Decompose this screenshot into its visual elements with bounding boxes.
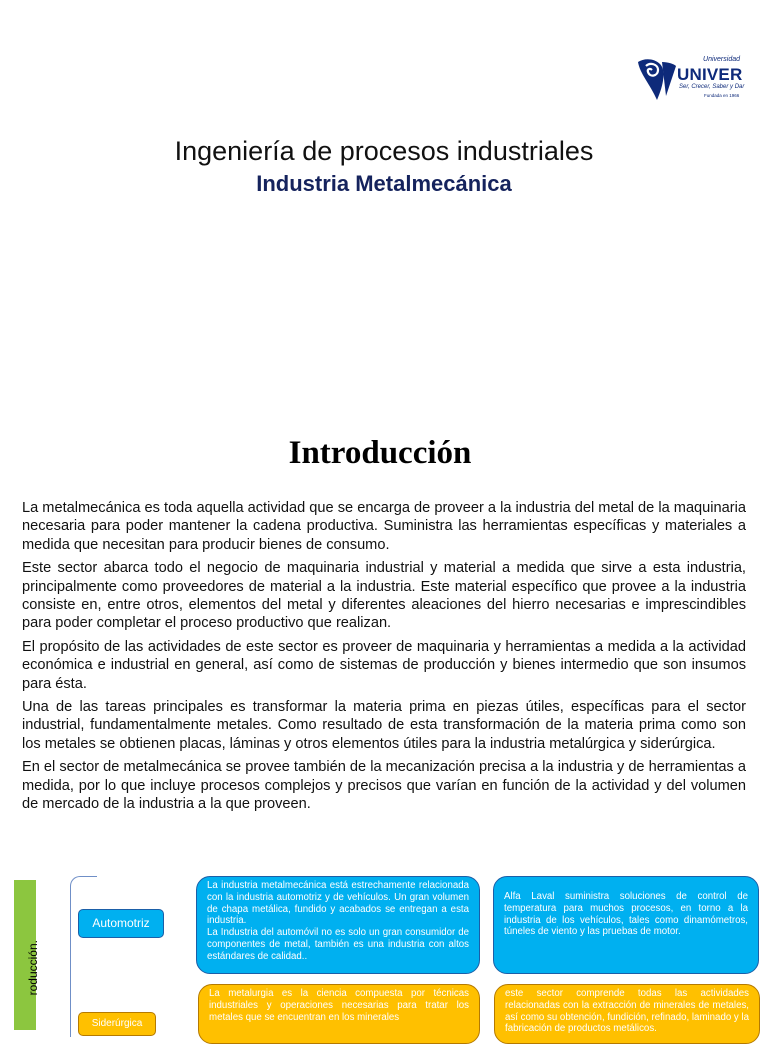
section-heading: Introducción xyxy=(288,435,472,471)
page-title: Ingeniería de procesos industriales xyxy=(174,136,594,166)
logo-university-label: Universidad xyxy=(703,56,740,63)
intro-paragraph: Este sector abarca todo el negocio de maquinaria industrial y material a medida que sirve a esta industria, principalmente como proveedores de material a la industria. Este material específico que provee a la industria consiste en, entre otros, elementos del metal y diferentes aleaciones del hierro necesarias e imprescindibles para poder completar el proceso productivo que realizan. xyxy=(22,560,746,632)
logo-founded: Fundada en 1966 xyxy=(704,93,740,98)
diagram-side-label: roducción. xyxy=(26,940,40,996)
description-box xyxy=(198,984,480,1044)
logo-tagline: Ser, Crecer, Saber y Dar xyxy=(679,84,745,90)
description-box xyxy=(196,876,480,974)
industry-diagram xyxy=(0,860,768,1035)
intro-paragraph: En el sector de metalmecánica se provee también de la mecanización precisa a la industria y de herramientas a medida, por lo que incluye procesos complejos y precisos que varían en función de la actividad y del volumen de mercado de la industria a la que proveen. xyxy=(22,759,746,813)
intro-body xyxy=(22,499,746,819)
description-text: este sector comprende todas las actividades relacionadas con la extracción de minerales de metales, así como su obtención, fundición, refinado, laminado y la fabricación de productos metálicos. xyxy=(505,988,749,1035)
description-box xyxy=(493,876,759,974)
diagram-side-bar xyxy=(14,880,40,1030)
node-siderurgica: Siderúrgica xyxy=(78,1012,156,1036)
intro-paragraph: Una de las tareas principales es transformar la materia prima en piezas útiles, específicas para el sector industrial, fundamentalmente metales. Como resultado de esta transformación de la materia prima como son los metales se obtienen placas, láminas y otros elementos útiles para la industria metalúrgica y siderúrgica. xyxy=(22,699,746,752)
description-text: Alfa Laval suministra soluciones de control de temperatura para muchos procesos, en torno a la industria de los vehículos, tales como dinamómetros, túneles de viento y las pruebas de motor. xyxy=(504,891,748,938)
description-text: La industria metalmecánica está estrechamente relacionada con la industria automotriz y de vehículos. Un gran volumen de chapa metálica, fundido y acabados se entregan a esta industria. La Industria del automóvil no es solo un gran consumidor de componentes de metal, también es una industria con altos estándares de calidad.. xyxy=(207,880,469,962)
node-automotriz: Automotriz xyxy=(78,909,164,938)
intro-paragraph: La metalmecánica es toda aquella actividad que se encarga de proveer a la industria del metal de la maquinaria necesaria para poder mantener la cadena productiva. Suministra las herramientas específicas y materiales a medida que necesitan para producir bienes de consumo. xyxy=(22,500,746,553)
page-subtitle: Industria Metalmecánica xyxy=(256,171,512,196)
logo-wordmark: UNIVER xyxy=(677,65,743,84)
description-box xyxy=(494,984,760,1044)
description-text: La metalurgia es la ciencia compuesta por técnicas industriales y operaciones necesarias para tratar los metales que se encuentran en los minerales xyxy=(209,988,469,1023)
intro-paragraph: El propósito de las actividades de este sector es proveer de maquinaria y herramientas a medida a la actividad económica e industrial en general, así como de sistemas de producción y bienes intermedio que son insumos para ésta. xyxy=(22,638,746,692)
